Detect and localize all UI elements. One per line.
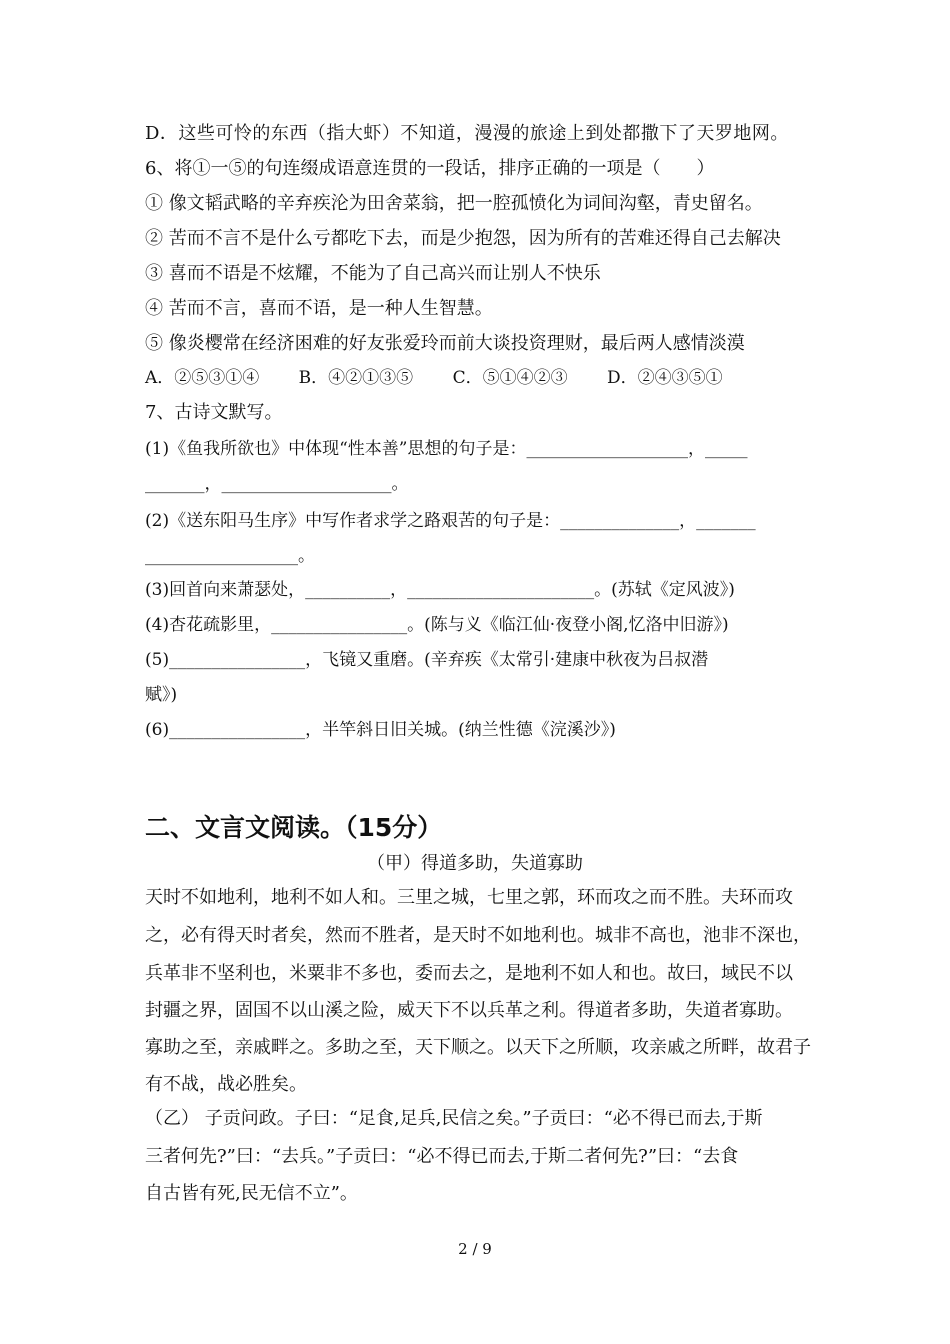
passage-line: 三者何先?”曰：“去兵。”子贡曰：“必不得已而去,于斯二者何先?”曰：“去食 [145,1146,739,1167]
sentence-1: ① 像文韬武略的辛弃疾沦为田舍菜翁，把一腔孤愤化为词间沟壑，青史留名。 [145,193,763,214]
passage-line: 寡助之至，亲戚畔之。多助之至，天下顺之。以天下之所顺，攻亲戚之所畔，故君子 [145,1037,811,1058]
option-d-line: D．这些可怜的东西（指大虾）不知道，漫漫的旅途上到处都撒下了天罗地网。 [145,123,789,144]
poem-item-2: (2)《送东阳马生序》中写作者求学之路艰苦的句子是：______________，_______ [145,511,756,531]
question-7: 7、古诗文默写。 [145,402,283,423]
poem-item-5: (5)________________，飞镜又重磨。(辛弃疾《太常引·建康中秋夜为吕叔潜 [145,650,709,670]
question-6: 6、将①一⑤的句连缀成语意连贯的一段话，排序正确的一项是（ ） [145,158,715,179]
poem-item-3: (3)回首向来萧瑟处，__________，______________________。(苏轼《定风波》) [145,580,735,600]
sentence-2: ② 苦而不言不是什么亏都吃下去，而是少抱怨，因为所有的苦难还得自己去解决 [145,228,781,249]
passage-line: （乙） 子贡问政。子曰：“足食,足兵,民信之矣。”子贡曰：“必不得已而去,于斯 [145,1108,763,1129]
poem-item-1-cont: _______，____________________。 [145,474,409,494]
passage-line: 自古皆有死,民无信不立”。 [145,1183,358,1204]
sentence-5: ⑤ 像炎樱常在经济困难的好友张爱玲而前大谈投资理财，最后两人感情淡漠 [145,333,745,354]
poem-item-1: (1)《鱼我所欲也》中体现“性本善”思想的句子是：___________________，_____ [145,439,748,459]
section-title: 二、文言文阅读。（15分） [145,813,443,842]
passage-line: 之，必有得天时者矣，然而不胜者，是天时不如地利也。城非不高也，池非不深也， [145,925,811,946]
poem-item-5-cont: 赋》) [145,685,178,705]
passage-line: 天时不如地利，地利不如人和。三里之城，七里之郭，环而攻之而不胜。夫环而攻 [145,887,793,908]
answer-options: A．②⑤③①④ B．④②①③⑤ C．⑤①④②③ D．②④③⑤① [145,368,723,388]
poem-item-6: (6)________________，半竿斜日旧关城。(纳兰性德《浣溪沙》) [145,720,616,740]
poem-item-2-cont: __________________。 [145,546,315,566]
passage-subtitle: （甲）得道多助，失道寡助 [367,853,583,874]
passage-line: 兵革非不坚利也，米粟非不多也，委而去之，是地利不如人和也。故曰，域民不以 [145,963,793,984]
page-number: 2 / 9 [458,1240,492,1258]
passage-line: 有不战，战必胜矣。 [145,1074,307,1095]
poem-item-4: (4)杏花疏影里，________________。(陈与义《临江仙·夜登小阁,忆洛中旧游》) [145,615,729,635]
passage-line: 封疆之界，固国不以山溪之险，威天下不以兵革之利。得道者多助，失道者寡助。 [145,1000,793,1021]
sentence-3: ③ 喜而不语是不炫耀，不能为了自己高兴而让别人不快乐 [145,263,601,284]
sentence-4: ④ 苦而不言，喜而不语，是一种人生智慧。 [145,298,493,319]
